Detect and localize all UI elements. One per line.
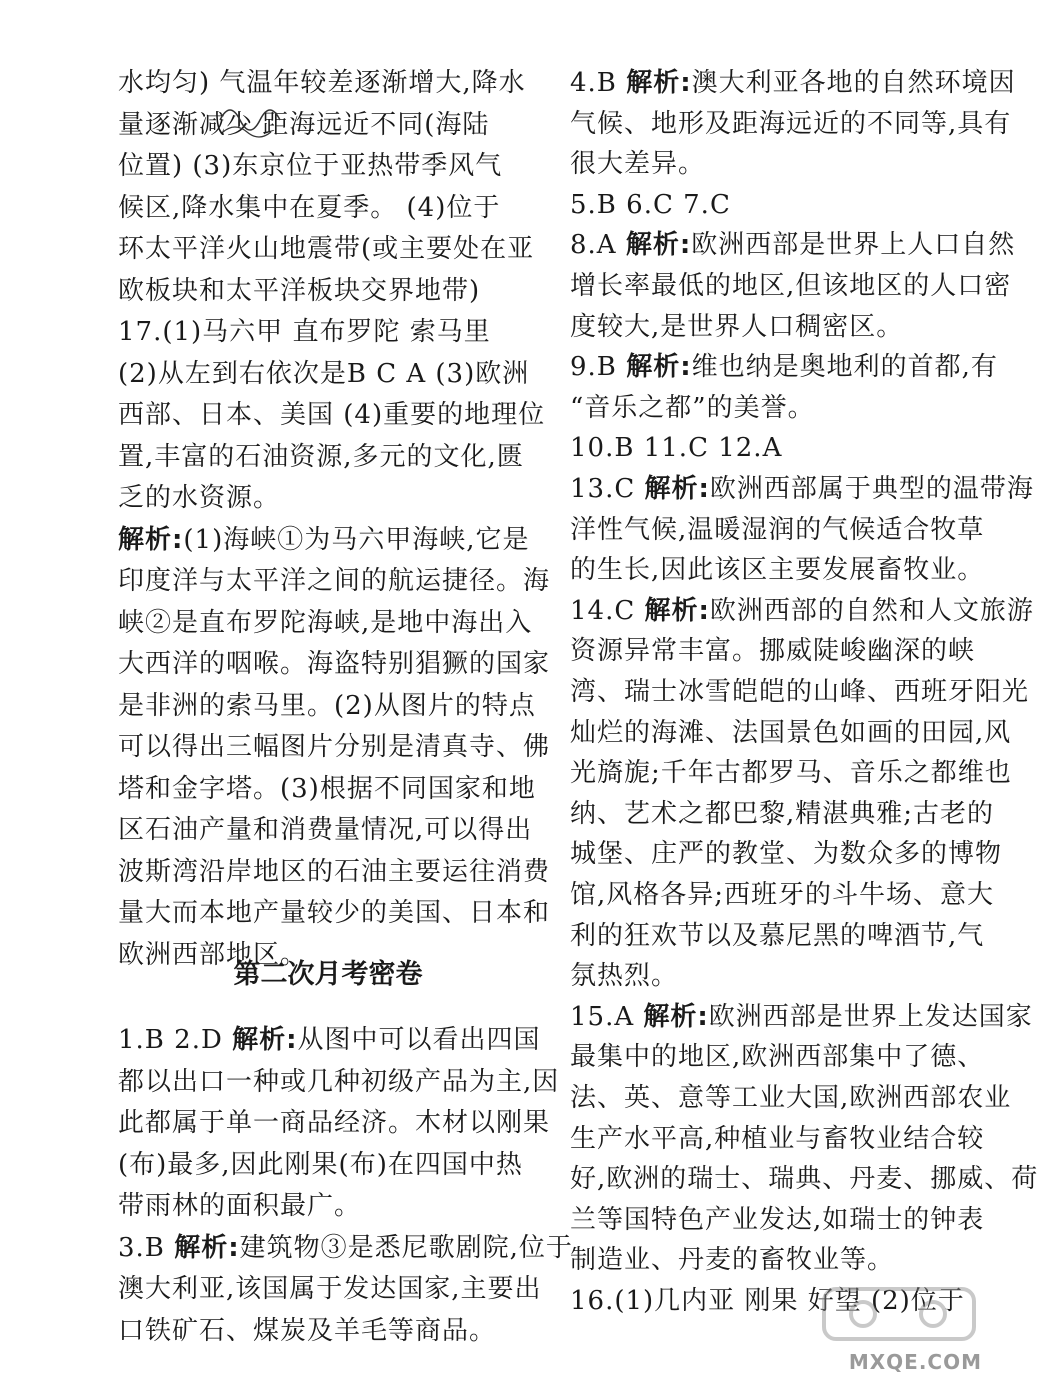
text-line — [570, 307, 903, 347]
text-line — [570, 1159, 1038, 1199]
line-text: 候区,降水集中在夏季。 (4)位于 — [118, 192, 501, 223]
line-text: 增长率最低的地区,但该地区的人口密 — [570, 271, 1012, 301]
watermark-text: MXQE.COM — [848, 1350, 982, 1374]
line-text: 好,欧洲的瑞士、瑞典、丹麦、挪威、荷 — [570, 1164, 1038, 1195]
text-line — [570, 916, 984, 956]
text-line — [118, 852, 550, 892]
line-text: 馆,风格各异;西班牙的斗牛场、意大 — [570, 880, 995, 910]
line-text: 制造业、丹麦的畜牧业等。 — [570, 1245, 895, 1276]
text-line — [570, 834, 1002, 874]
line-text: 欧洲西部属于典型的温带海 — [709, 474, 1034, 504]
text-line — [570, 144, 705, 184]
text-line — [118, 520, 530, 560]
text-line — [118, 271, 480, 311]
line-text: 带雨林的面积最广。 — [118, 1191, 362, 1221]
line-text: 光旖旎;千年古都罗马、音乐之都维也 — [570, 758, 1012, 789]
text-line — [118, 395, 545, 435]
text-line — [118, 810, 532, 850]
text-line — [570, 591, 1034, 631]
text-line — [118, 1020, 541, 1060]
text-line — [118, 1228, 573, 1268]
text-line — [118, 105, 489, 145]
line-text: 17.(1)马六甲 直布罗陀 索马里 — [118, 317, 491, 347]
answer-prefix: 1.B 2.D — [118, 1025, 233, 1055]
text-line — [570, 469, 1034, 509]
text-line — [118, 561, 550, 601]
handwriting-scribble — [215, 90, 295, 150]
line-text: 16.(1)几内亚 刚果 好望 (2)位于 — [570, 1286, 965, 1316]
text-line — [570, 875, 994, 915]
answer-prefix: 3.B — [118, 1232, 175, 1263]
text-line — [118, 1145, 523, 1185]
line-text: 欧洲西部是世界上人口自然 — [691, 230, 1016, 261]
line-text: 利的狂欢节以及慕尼黑的啤酒节,气 — [570, 920, 985, 951]
text-line — [118, 63, 526, 103]
text-line — [118, 1186, 361, 1226]
section-title: 第二次月考密卷 — [233, 959, 423, 990]
analysis-label: 解析: — [625, 230, 692, 261]
text-line — [570, 428, 782, 468]
line-text: 此都属于单一商品经济。木材以刚果 — [118, 1108, 551, 1138]
text-line — [118, 229, 534, 269]
text-line — [118, 354, 529, 394]
answer-prefix: 8.A — [570, 230, 626, 261]
text-line — [570, 550, 984, 590]
analysis-label: 解析: — [644, 474, 710, 504]
line-text: 兰等国特色产业发达,如瑞士的钟表 — [570, 1204, 985, 1235]
line-text: 气候、地形及距海远近的不同等,具有 — [570, 108, 1012, 139]
text-line — [118, 727, 550, 767]
line-text: (布)最多,因此刚果(布)在四国中热 — [118, 1149, 523, 1180]
text-line — [570, 1078, 1011, 1118]
line-text: 都以出口一种或几种初级产品为主,因 — [118, 1066, 560, 1097]
line-text: 洋性气候,温暖湿润的气候适合牧草 — [570, 514, 985, 545]
line-text: 湾、瑞士冰雪皑皑的山峰、西班牙阳光 — [570, 677, 1030, 707]
line-text: 环太平洋火山地震带(或主要处在亚 — [118, 234, 535, 264]
line-text: 氛热烈。 — [570, 961, 679, 992]
line-text: 澳大利亚各地的自然环境因 — [691, 68, 1016, 98]
line-text: 峡②是直布罗陀海峡,是地中海出入 — [118, 607, 533, 638]
text-line — [118, 769, 536, 809]
text-line — [118, 437, 524, 477]
text-line — [118, 686, 536, 726]
line-text: 可以得出三幅图片分别是清真寺、佛 — [118, 732, 551, 762]
line-text: 度较大,是世界人口稠密区。 — [570, 311, 904, 342]
line-text: 5.B 6.C 7.C — [570, 189, 731, 220]
line-text: 大西洋的咽喉。海盗特别猖獗的国家 — [118, 649, 551, 679]
line-text: 是非洲的索马里。(2)从图片的特点 — [118, 690, 536, 721]
analysis-label: 解析: — [118, 524, 184, 555]
line-text: 口铁矿石、煤炭及羊毛等商品。 — [118, 1315, 497, 1346]
text-line — [570, 1037, 984, 1077]
line-text: 欧板块和太平洋板块交界地带) — [118, 275, 481, 306]
text-line — [570, 753, 1012, 793]
text-line — [570, 713, 1011, 753]
text-line — [570, 1200, 984, 1240]
text-line — [118, 893, 550, 933]
text-line — [118, 312, 491, 352]
analysis-label: 解析: — [232, 1025, 298, 1055]
answer-prefix: 4.B — [570, 68, 627, 98]
text-line — [118, 1103, 550, 1143]
text-line — [570, 672, 1029, 712]
text-line — [118, 1062, 559, 1102]
line-text: 法、英、意等工业大国,欧洲西部农业 — [570, 1083, 1012, 1113]
line-text: 位置) (3)东京位于亚热带季风气 — [118, 151, 503, 181]
text-line — [118, 478, 280, 518]
text-line — [570, 1240, 894, 1280]
analysis-label: 解析: — [643, 1001, 709, 1032]
line-text: 灿烂的海滩、法国景色如画的田园,风 — [570, 717, 1012, 748]
analysis-label: 解析: — [644, 595, 710, 626]
line-text: 资源异常丰富。挪威陡峻幽深的峡 — [570, 636, 976, 667]
analysis-label: 解析: — [174, 1232, 240, 1263]
line-text: 印度洋与太平洋之间的航运捷径。海 — [118, 566, 551, 596]
line-text: 量大而本地产量较少的美国、日本和 — [118, 898, 551, 928]
text-line — [118, 1311, 496, 1351]
text-line — [570, 794, 994, 834]
answer-prefix: 14.C — [570, 595, 645, 626]
text-line — [118, 146, 502, 186]
text-line — [570, 266, 1011, 306]
text-line — [570, 104, 1011, 144]
line-text: 水均匀) 气温年较差逐渐增大,降水 — [118, 68, 526, 98]
line-text: 维也纳是奥地利的首都,有 — [691, 352, 998, 383]
line-text: 生产水平高,种植业与畜牧业结合较 — [570, 1123, 985, 1154]
answer-prefix: 9.B — [570, 352, 627, 383]
line-text: 很大差异。 — [570, 149, 706, 180]
line-text: 乏的水资源。 — [118, 483, 281, 513]
line-text: 西部、日本、美国 (4)重要的地理位 — [118, 400, 546, 430]
line-text: 建筑物③是悉尼歌剧院,位于 — [239, 1232, 573, 1263]
analysis-label: 解析: — [626, 352, 692, 383]
line-text: 从图中可以看出四国 — [297, 1025, 541, 1055]
text-line — [118, 603, 532, 643]
text-line — [570, 185, 731, 225]
line-text: 区石油产量和消费量情况,可以得出 — [118, 815, 533, 845]
line-text: 欧洲西部的自然和人文旅游 — [709, 595, 1034, 626]
line-text: 置,丰富的石油资源,多元的文化,匮 — [118, 441, 524, 472]
answer-prefix: 13.C — [570, 474, 645, 504]
text-line — [570, 631, 975, 671]
line-text: 欧洲西部是世界上发达国家 — [708, 1001, 1033, 1032]
analysis-label: 解析: — [626, 68, 692, 98]
text-line — [118, 644, 550, 684]
answer-prefix: 15.A — [570, 1001, 644, 1032]
line-text: 10.B 11.C 12.A — [570, 433, 783, 464]
line-text: 最集中的地区,欧洲西部集中了德、 — [570, 1042, 985, 1073]
text-line — [570, 63, 1016, 103]
line-text: 欧洲西部地区。 — [118, 939, 308, 970]
line-text: 城堡、庄严的教堂、为数众多的博物 — [570, 839, 1003, 870]
line-text: 纳、艺术之都巴黎,精湛典雅;古老的 — [570, 798, 995, 829]
line-text: 塔和金字塔。(3)根据不同国家和地 — [118, 773, 536, 804]
text-line — [570, 510, 984, 550]
line-text: 澳大利亚,该国属于发达国家,主要出 — [118, 1274, 542, 1304]
text-line — [570, 388, 815, 428]
text-line — [570, 956, 678, 996]
text-line — [570, 997, 1033, 1037]
line-text: (2)从左到右依次是B C A (3)欧洲 — [118, 358, 530, 389]
text-line — [570, 347, 998, 387]
text-line — [570, 225, 1015, 265]
line-text: 波斯湾沿岸地区的石油主要运往消费 — [118, 856, 551, 887]
text-line — [118, 1269, 542, 1309]
text-line — [570, 1119, 984, 1159]
line-text: 的生长,因此该区主要发展畜牧业。 — [570, 555, 985, 586]
line-text: 量逐渐减少 距海远近不同(海陆 — [118, 109, 490, 140]
line-text: “音乐之都”的美誉。 — [570, 392, 815, 423]
line-text: (1)海峡①为马六甲海峡,它是 — [183, 524, 530, 555]
text-line — [118, 188, 500, 228]
